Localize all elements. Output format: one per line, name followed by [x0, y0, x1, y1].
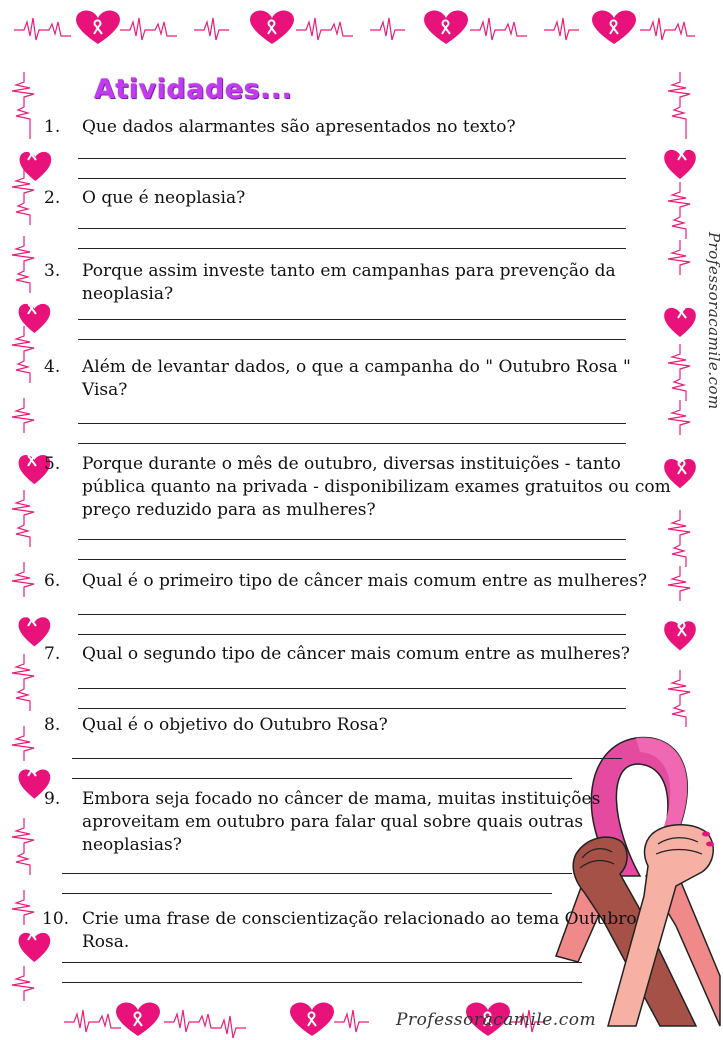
question-number: 2. [44, 188, 61, 208]
answer-line [78, 708, 626, 709]
answer-line [78, 443, 626, 444]
question-number: 1. [44, 117, 61, 137]
question-text: Que dados alarmantes são apresentados no texto? [82, 117, 516, 137]
answer-line [78, 339, 626, 340]
answer-line [78, 319, 626, 320]
question-text: Porque durante o mês de outubro, diversas instituições - tanto pública quanto na privada - disponibilizam exames gratuitos ou com preço reduzido para as mulheres? [82, 454, 671, 520]
answer-line [78, 228, 626, 229]
answer-line [78, 248, 626, 249]
answer-line [62, 893, 552, 894]
question-text: Qual é o objetivo do Outubro Rosa? [82, 715, 388, 735]
question-text: Porque assim investe tanto em campanhas para prevenção da neoplasia? [82, 261, 616, 304]
answer-line [78, 423, 626, 424]
answer-line [78, 158, 626, 159]
watermark-side: Professoracamile.com [705, 232, 723, 410]
watermark-bottom: Professoracamile.com [396, 1010, 597, 1030]
answer-line [78, 178, 626, 179]
question-text: Crie uma frase de conscientização relacionado ao tema Outubro Rosa. [82, 909, 637, 952]
answer-line [78, 539, 626, 540]
answer-line [78, 688, 626, 689]
question-number: 6. [44, 571, 61, 591]
pink-ribbon-fists-illustration [556, 726, 720, 1026]
question-text: Embora seja focado no câncer de mama, muitas instituições aproveitam em outubro para falar qual sobre quais outras neoplasias? [82, 789, 601, 855]
question-number: 8. [44, 715, 61, 735]
answer-line [62, 962, 582, 963]
question-number: 4. [44, 357, 61, 377]
answer-line [72, 758, 622, 759]
answer-line [72, 778, 572, 779]
question-number: 5. [44, 454, 61, 474]
answer-line [62, 873, 572, 874]
question-number: 7. [44, 644, 61, 664]
page-title: Atividades... [94, 74, 293, 105]
question-number: 9. [44, 789, 61, 809]
answer-line [78, 614, 626, 615]
question-text: Qual é o primeiro tipo de câncer mais comum entre as mulheres? [82, 571, 648, 591]
question-text: Além de levantar dados, o que a campanha do " Outubro Rosa " Visa? [82, 357, 631, 400]
answer-line [78, 634, 626, 635]
answer-line [62, 982, 582, 983]
question-text: Qual o segundo tipo de câncer mais comum entre as mulheres? [82, 644, 630, 664]
answer-line [78, 559, 626, 560]
question-number: 10. [42, 909, 70, 929]
question-number: 3. [44, 261, 61, 281]
question-text: O que é neoplasia? [82, 188, 246, 208]
